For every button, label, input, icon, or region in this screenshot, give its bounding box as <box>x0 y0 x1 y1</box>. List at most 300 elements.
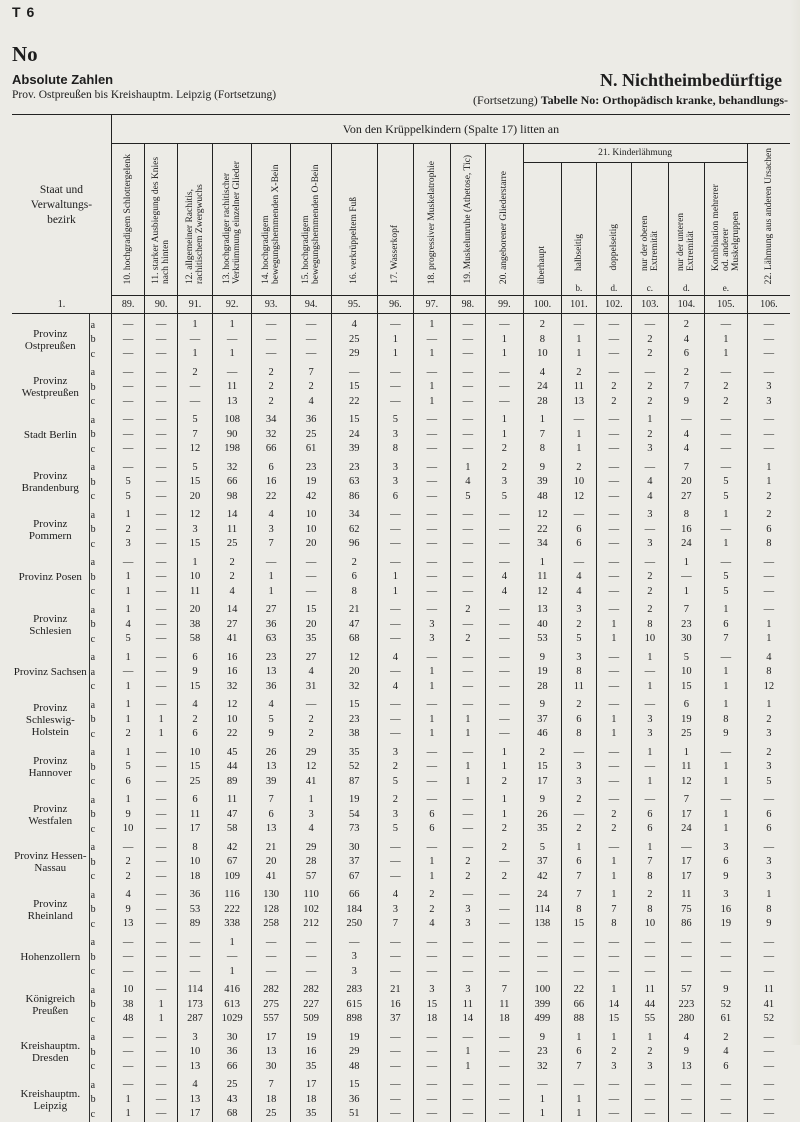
table-cell: 43 <box>213 1093 252 1108</box>
table-cell: 6 <box>177 789 212 808</box>
table-cell: 3 <box>747 380 790 395</box>
table-cell: 1 <box>486 760 524 775</box>
row-key: c <box>89 1060 111 1075</box>
table-cell: 11 <box>177 808 212 823</box>
table-cell: 3 <box>177 523 212 538</box>
table-cell: — <box>377 694 414 713</box>
table-cell: — <box>486 599 524 618</box>
table-cell: 4 <box>632 490 669 505</box>
table-cell: — <box>562 950 596 965</box>
table-cell: — <box>486 314 524 333</box>
table-cell: 9 <box>251 727 291 742</box>
table-cell: — <box>414 333 451 348</box>
table-cell: 44 <box>213 760 252 775</box>
table-cell: 5 <box>377 822 414 837</box>
table-cell: — <box>111 965 144 980</box>
table-cell: — <box>414 599 451 618</box>
district-label: Provinz Rheinland <box>27 897 73 922</box>
table-cell: — <box>251 950 291 965</box>
table-cell: — <box>111 409 144 428</box>
table-cell: — <box>596 428 631 443</box>
table-cell: 18 <box>291 1093 332 1108</box>
table-cell: 19 <box>291 1027 332 1046</box>
table-cell: 11 <box>562 380 596 395</box>
table-cell: 12 <box>668 775 705 790</box>
table-cell: 7 <box>596 903 631 918</box>
table-cell: 36 <box>251 680 291 695</box>
table-cell: — <box>486 884 524 903</box>
table-cell: — <box>377 1045 414 1060</box>
table-row <box>12 884 790 903</box>
table-cell: — <box>213 950 252 965</box>
table-cell: — <box>596 742 631 761</box>
table-cell: — <box>450 837 485 856</box>
row-key: a <box>89 457 111 476</box>
table-cell: 2 <box>251 362 291 381</box>
table-cell: 4 <box>291 395 332 410</box>
table-cell: 2 <box>523 314 562 333</box>
table-cell: 58 <box>177 632 212 647</box>
table-cell: 19 <box>331 1027 377 1046</box>
table-cell: — <box>450 552 485 571</box>
row-key: a <box>89 552 111 571</box>
table-cell: — <box>450 523 485 538</box>
table-cell: — <box>145 760 177 775</box>
table-cell: 42 <box>213 837 252 856</box>
state-column-header <box>12 115 111 296</box>
column-header-label: überhaupt <box>537 246 548 284</box>
table-cell: 4 <box>705 1045 748 1060</box>
table-cell: 184 <box>331 903 377 918</box>
column-header-20 <box>486 144 524 296</box>
table-cell: 13 <box>213 395 252 410</box>
column-number: 100. <box>523 296 562 314</box>
table-cell: — <box>145 314 177 333</box>
table-cell: 13 <box>177 1093 212 1108</box>
table-row <box>12 917 790 932</box>
row-key: c <box>89 537 111 552</box>
table-cell: 12 <box>562 490 596 505</box>
table-row <box>12 585 790 600</box>
table-row <box>12 680 790 695</box>
row-key: c <box>89 775 111 790</box>
table-cell: — <box>747 837 790 856</box>
table-cell: — <box>450 570 485 585</box>
table-cell: 6 <box>562 855 596 870</box>
table-cell: 3 <box>632 442 669 457</box>
table-cell: 41 <box>251 870 291 885</box>
table-cell: — <box>145 1045 177 1060</box>
table-cell: 2 <box>177 713 212 728</box>
table-cell: — <box>111 333 144 348</box>
table-cell: — <box>145 347 177 362</box>
table-row <box>12 1045 790 1060</box>
table-cell: 5 <box>111 632 144 647</box>
table-cell: 1 <box>632 742 669 761</box>
table-cell: 27 <box>251 599 291 618</box>
table-cell: — <box>450 1074 485 1093</box>
table-cell: 1 <box>251 570 291 585</box>
table-cell: 10 <box>177 1045 212 1060</box>
table-cell: 37 <box>331 855 377 870</box>
table-cell: 22 <box>523 523 562 538</box>
table-cell: 6 <box>668 694 705 713</box>
row-key: b <box>89 903 111 918</box>
table-cell: 2 <box>705 395 748 410</box>
table-cell: 2 <box>450 870 485 885</box>
table-cell: — <box>213 362 252 381</box>
column-number: 97. <box>414 296 451 314</box>
table-row <box>12 742 790 761</box>
table-cell: 27 <box>291 647 332 666</box>
table-cell: — <box>705 362 748 381</box>
table-cell: 2 <box>486 837 524 856</box>
table-cell: 6 <box>177 727 212 742</box>
table-cell: — <box>145 618 177 633</box>
column-header-21-letter: d. <box>668 282 705 296</box>
table-cell: — <box>562 1074 596 1093</box>
table-cell: 4 <box>291 665 332 680</box>
table-cell: 3 <box>177 1027 212 1046</box>
table-cell: — <box>414 965 451 980</box>
table-cell: 128 <box>251 903 291 918</box>
table-cell: — <box>291 552 332 571</box>
table-cell: 96 <box>331 537 377 552</box>
row-key: c <box>89 442 111 457</box>
table-cell: 8 <box>632 903 669 918</box>
table-cell: — <box>111 932 144 951</box>
row-key: a <box>89 1027 111 1046</box>
table-cell: — <box>486 380 524 395</box>
table-cell: 7 <box>377 917 414 932</box>
table-cell: 13 <box>668 1060 705 1075</box>
table-cell: — <box>596 760 631 775</box>
table-cell: 67 <box>331 870 377 885</box>
table-cell: — <box>632 789 669 808</box>
table-cell: 17 <box>251 1027 291 1046</box>
table-cell: 2 <box>632 884 669 903</box>
table-cell: 1 <box>111 504 144 523</box>
table-cell: 17 <box>177 822 212 837</box>
table-cell: 4 <box>668 333 705 348</box>
table-cell: 1 <box>705 537 748 552</box>
column-header-label: Kombination mehrerer od. anderer Muskelgruppen <box>710 183 741 271</box>
table-cell: 9 <box>705 727 748 742</box>
table-cell: 48 <box>523 490 562 505</box>
table-row <box>12 665 790 680</box>
row-key: b <box>89 523 111 538</box>
table-cell: — <box>111 457 144 476</box>
table-cell: 13 <box>177 1060 212 1075</box>
table-cell: 15 <box>177 760 212 775</box>
column-header-16 <box>331 144 377 296</box>
table-cell: 52 <box>747 1012 790 1027</box>
table-cell: — <box>377 665 414 680</box>
table-cell: — <box>562 932 596 951</box>
table-cell: 9 <box>523 1027 562 1046</box>
table-row <box>12 552 790 571</box>
table-cell: — <box>414 490 451 505</box>
table-cell: — <box>450 362 485 381</box>
column-header-11 <box>145 144 177 296</box>
table-cell: 15 <box>596 1012 631 1027</box>
row-key: c <box>89 917 111 932</box>
table-cell: 4 <box>562 570 596 585</box>
table-cell: 24 <box>668 537 705 552</box>
table-cell: 44 <box>632 998 669 1013</box>
table-cell: — <box>377 1107 414 1122</box>
table-cell: 1 <box>562 837 596 856</box>
table-cell: — <box>377 727 414 742</box>
column-header-label: 20. angeborener Gliederstarre <box>499 170 510 284</box>
table-cell: 4 <box>486 570 524 585</box>
table-cell: — <box>486 965 524 980</box>
table-cell: 3 <box>291 808 332 823</box>
column-header-label: 22. Lähmung aus anderen Ursachen <box>763 147 774 284</box>
table-cell: 2 <box>486 442 524 457</box>
table-cell: 12 <box>177 442 212 457</box>
table-cell: — <box>414 1074 451 1093</box>
table-cell: — <box>747 1107 790 1122</box>
table-cell: 6 <box>111 775 144 790</box>
table-cell: — <box>291 965 332 980</box>
table-cell: 1 <box>705 599 748 618</box>
table-cell: — <box>668 570 705 585</box>
table-cell: — <box>251 314 291 333</box>
column-number: 101. <box>562 296 596 314</box>
table-cell: 2 <box>668 314 705 333</box>
table-cell: 37 <box>523 855 562 870</box>
table-cell: 2 <box>596 1045 631 1060</box>
table-cell: 6 <box>251 808 291 823</box>
table-cell: — <box>251 552 291 571</box>
table-cell: 2 <box>562 457 596 476</box>
row-key: a <box>89 599 111 618</box>
table-cell: 109 <box>213 870 252 885</box>
column-number: 104. <box>668 296 705 314</box>
table-cell: 2 <box>705 1027 748 1046</box>
table-cell: 2 <box>596 380 631 395</box>
table-cell: 21 <box>251 837 291 856</box>
table-cell: — <box>450 618 485 633</box>
table-cell: — <box>414 760 451 775</box>
table-cell: 36 <box>331 1093 377 1108</box>
table-cell: 42 <box>291 490 332 505</box>
column-header-22 <box>747 144 790 296</box>
table-cell: 57 <box>291 870 332 885</box>
table-cell: 2 <box>632 570 669 585</box>
table-cell: — <box>291 694 332 713</box>
table-cell: 3 <box>414 618 451 633</box>
table-row <box>12 979 790 998</box>
table-cell: 25 <box>213 1074 252 1093</box>
table-cell: — <box>596 362 631 381</box>
table-cell: 34 <box>331 504 377 523</box>
table-cell: 2 <box>562 362 596 381</box>
table-cell: 22 <box>251 490 291 505</box>
table-cell: — <box>450 442 485 457</box>
table-cell: — <box>377 950 414 965</box>
table-cell: 10 <box>632 917 669 932</box>
table-cell: — <box>414 428 451 443</box>
table-cell: 3 <box>632 504 669 523</box>
table-cell: 10 <box>291 504 332 523</box>
table-cell: 9 <box>705 870 748 885</box>
table-row <box>12 727 790 742</box>
table-cell: 61 <box>705 1012 748 1027</box>
table-cell: 2 <box>596 808 631 823</box>
table-cell: 6 <box>705 618 748 633</box>
table-cell: 3 <box>377 903 414 918</box>
table-cell: 10 <box>523 347 562 362</box>
row-key: a <box>89 837 111 856</box>
table-cell: 1 <box>111 599 144 618</box>
table-cell: 2 <box>632 428 669 443</box>
table-number-label: No <box>12 42 38 66</box>
table-cell: — <box>450 1093 485 1108</box>
table-cell: 20 <box>291 537 332 552</box>
table-row <box>12 837 790 856</box>
row-key: a <box>89 789 111 808</box>
table-cell: — <box>596 333 631 348</box>
table-row <box>12 775 790 790</box>
table-cell: — <box>486 680 524 695</box>
table-cell: 39 <box>523 475 562 490</box>
state-column-label: Staat und Verwaltungs-bezirk <box>30 183 93 226</box>
row-key: c <box>89 822 111 837</box>
table-cell: 2 <box>632 585 669 600</box>
table-row <box>12 362 790 381</box>
table-cell: 1 <box>705 333 748 348</box>
table-cell: 20 <box>291 618 332 633</box>
row-key: c <box>89 727 111 742</box>
table-cell: 1 <box>632 837 669 856</box>
table-row <box>12 950 790 965</box>
table-cell: — <box>450 694 485 713</box>
table-cell: — <box>450 789 485 808</box>
table-cell: 1 <box>562 1027 596 1046</box>
table-row <box>12 537 790 552</box>
table-cell: — <box>251 333 291 348</box>
table-cell: 11 <box>747 979 790 998</box>
table-cell: 9 <box>747 917 790 932</box>
table-cell: 4 <box>377 884 414 903</box>
table-cell: — <box>562 552 596 571</box>
table-cell: 3 <box>747 855 790 870</box>
column-header-21-sub-2 <box>596 163 631 282</box>
table-cell: 22 <box>562 979 596 998</box>
table-cell: 2 <box>450 632 485 647</box>
table-cell: — <box>486 713 524 728</box>
table-cell: — <box>668 1093 705 1108</box>
table-cell: 3 <box>562 775 596 790</box>
table-row <box>12 314 790 333</box>
table-cell: — <box>145 837 177 856</box>
table-cell: 1 <box>213 965 252 980</box>
table-cell: — <box>414 1045 451 1060</box>
table-cell: — <box>450 314 485 333</box>
table-cell: 1 <box>596 870 631 885</box>
table-cell: — <box>111 380 144 395</box>
table-cell: — <box>705 409 748 428</box>
table-cell: 3 <box>331 950 377 965</box>
table-cell: 8 <box>632 870 669 885</box>
table-cell: 6 <box>668 347 705 362</box>
table-cell: 19 <box>331 789 377 808</box>
table-cell: 7 <box>562 884 596 903</box>
table-cell: 2 <box>632 395 669 410</box>
table-cell: 51 <box>331 1107 377 1122</box>
table-cell: 4 <box>668 442 705 457</box>
table-cell: — <box>668 950 705 965</box>
table-cell: — <box>705 965 748 980</box>
table-cell: 7 <box>486 979 524 998</box>
table-cell: 88 <box>562 1012 596 1027</box>
table-cell: — <box>145 965 177 980</box>
table-row <box>12 1107 790 1122</box>
table-cell: — <box>377 1060 414 1075</box>
table-cell: — <box>291 932 332 951</box>
table-cell: 17 <box>668 855 705 870</box>
table-cell: 6 <box>705 1060 748 1075</box>
table-cell: 2 <box>213 570 252 585</box>
table-cell: 1 <box>523 409 562 428</box>
table-cell: 2 <box>562 822 596 837</box>
table-cell: 6 <box>747 808 790 823</box>
table-cell: 4 <box>377 647 414 666</box>
table-cell: 2 <box>632 380 669 395</box>
table-cell: 4 <box>177 694 212 713</box>
table-cell: 6 <box>632 822 669 837</box>
table-cell: 6 <box>632 808 669 823</box>
table-cell: — <box>705 428 748 443</box>
table-cell: 6 <box>747 822 790 837</box>
table-cell: 53 <box>177 903 212 918</box>
table-row <box>12 808 790 823</box>
table-cell: 8 <box>747 537 790 552</box>
table-cell: 32 <box>213 457 252 476</box>
table-cell: 15 <box>414 998 451 1013</box>
table-cell: — <box>111 552 144 571</box>
table-cell: 399 <box>523 998 562 1013</box>
table-cell: 2 <box>111 523 144 538</box>
table-cell: — <box>450 347 485 362</box>
table-cell: 1 <box>596 884 631 903</box>
row-key: c <box>89 395 111 410</box>
table-cell: — <box>377 523 414 538</box>
table-cell: — <box>596 552 631 571</box>
table-cell: 3 <box>450 903 485 918</box>
table-cell: — <box>486 647 524 666</box>
column-header-21-sub-0 <box>523 163 562 296</box>
column-header-17 <box>377 144 414 296</box>
table-cell: 28 <box>523 680 562 695</box>
table-cell: — <box>377 1093 414 1108</box>
table-cell: — <box>523 1074 562 1093</box>
table-cell: 3 <box>377 428 414 443</box>
row-key: c <box>89 1012 111 1027</box>
table-cell: 25 <box>291 428 332 443</box>
table-cell: 114 <box>177 979 212 998</box>
column-header-15 <box>291 144 332 296</box>
table-cell: — <box>177 380 212 395</box>
table-cell: 18 <box>251 1093 291 1108</box>
table-cell: 1 <box>632 680 669 695</box>
table-cell: — <box>251 932 291 951</box>
table-cell: 1 <box>486 409 524 428</box>
table-cell: 52 <box>331 760 377 775</box>
table-cell: — <box>111 442 144 457</box>
